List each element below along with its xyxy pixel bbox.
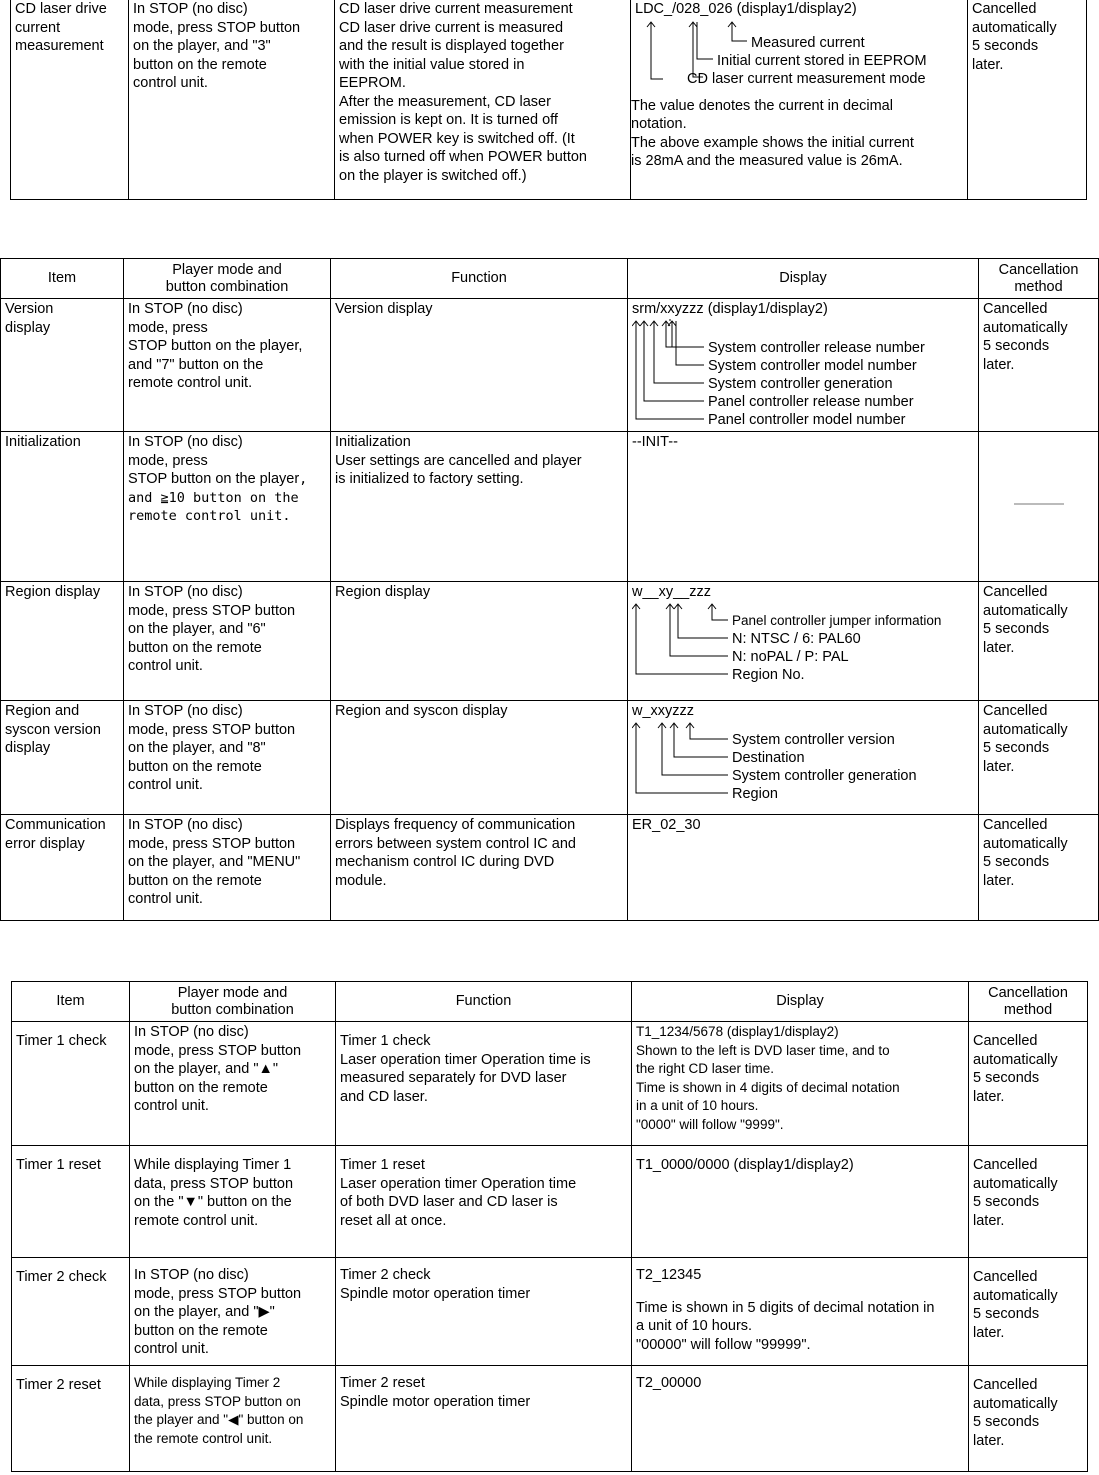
function-cell: Version display	[331, 299, 628, 432]
item-cell: Timer 2 reset	[12, 1366, 130, 1472]
function-cell: Region display	[331, 582, 628, 701]
cancel-cell: Cancelled automatically 5 seconds later.	[969, 1258, 1088, 1366]
cancel-cell: Cancelled automatically 5 seconds later.	[979, 701, 1099, 815]
function-cell: Timer 2 check Spindle motor operation timer	[336, 1258, 632, 1366]
version-label-0: System controller release number	[708, 339, 925, 356]
item-cell: CD laser drive current measurement	[11, 0, 129, 200]
item-cell: Timer 1 reset	[12, 1146, 130, 1258]
display-cell	[628, 701, 979, 815]
mode-cell	[130, 1258, 336, 1366]
function-cell: Region and syscon display	[331, 701, 628, 815]
mode-text: In STOP (no disc) mode, press STOP button on the player, and "	[134, 1267, 302, 1320]
region-label-1: N: NTSC / 6: PAL60	[732, 630, 861, 647]
display-cell: T1_0000/0000 (display1/display2)	[632, 1146, 969, 1258]
cd-laser-table	[10, 0, 1087, 200]
item-cell: Region display	[1, 582, 124, 701]
dash-line	[1014, 503, 1064, 505]
syscon-tree-diagram	[632, 721, 977, 813]
display-cell	[628, 582, 979, 701]
cancel-cell: Cancelled automatically 5 seconds later.	[969, 1146, 1088, 1258]
cancel-cell	[979, 432, 1099, 582]
display-cell: --INIT--	[628, 432, 979, 582]
header-cancel: Cancellation method	[969, 982, 1088, 1022]
item-cell: Initialization	[1, 432, 124, 582]
display-code: srm/xxyzzz (display1/display2)	[632, 301, 828, 317]
table-row	[12, 1022, 1088, 1146]
header-cancel: Cancellation method	[979, 259, 1099, 299]
region-label-2: N: noPAL / P: PAL	[732, 648, 849, 665]
version-label-4: Panel controller model number	[708, 411, 906, 428]
cancel-cell: Cancelled automatically 5 seconds later.	[979, 582, 1099, 701]
item-cell: Timer 2 check	[12, 1258, 130, 1366]
function-cell: Displays frequency of communication errors between system control IC and mechanism control IC during DVD module.	[331, 815, 628, 921]
header-function: Function	[331, 259, 628, 299]
header-mode: Player mode and button combination	[124, 259, 331, 299]
region-tree-diagram	[632, 602, 977, 698]
header-item: Item	[12, 982, 130, 1022]
mode-text: While displaying Timer 1 data, press STOP button on the "	[134, 1157, 294, 1210]
mode-text: " button on the remote control unit.	[134, 1194, 292, 1229]
table-row	[1, 815, 1099, 921]
mode-text: " button on the remote control unit.	[134, 1304, 275, 1357]
table-row	[1, 701, 1099, 815]
syscon-label-0: System controller version	[732, 731, 895, 748]
function-cell: Timer 2 reset Spindle motor operation timer	[336, 1366, 632, 1472]
spacer	[636, 1285, 964, 1299]
mode-cell	[130, 1366, 336, 1472]
table-row	[1, 432, 1099, 582]
diagnostics-table	[0, 258, 1099, 921]
ldc-label-measured: Measured current	[751, 34, 865, 51]
cancel-cell: Cancelled automatically 5 seconds later.	[968, 0, 1087, 200]
left-triangle-icon: ◀	[228, 1412, 239, 1427]
region-label-3: Region No.	[732, 666, 805, 683]
header-display: Display	[628, 259, 979, 299]
mode-text: While displaying Timer 2 data, press STOP button on the player and "	[134, 1375, 301, 1427]
mode-text: In STOP (no disc) mode, press STOP button on the player, and "	[134, 1024, 302, 1077]
mode-cell: In STOP (no disc) mode, press STOP button on the player, and "3" button on the remote control unit.	[129, 0, 335, 200]
syscon-label-2: System controller generation	[732, 767, 917, 784]
ldc-label-mode: CD laser current measurement mode	[687, 70, 926, 87]
display-code: w__xy__zzz	[632, 584, 711, 600]
table-row	[12, 1366, 1088, 1472]
cancel-cell: Cancelled automatically 5 seconds later.	[969, 1022, 1088, 1146]
display-cell	[628, 299, 979, 432]
table-row	[11, 0, 1087, 200]
table-row	[1, 299, 1099, 432]
function-cell: Timer 1 check Laser operation timer Operation time is measured separately for DVD laser and CD laser.	[336, 1022, 632, 1146]
mode-cell	[130, 1146, 336, 1258]
display-tree	[635, 19, 963, 91]
mode-text: " button on the remote control unit.	[134, 1412, 304, 1446]
header-function: Function	[336, 982, 632, 1022]
cancel-cell: Cancelled automatically 5 seconds later.	[979, 815, 1099, 921]
item-cell: Version display	[1, 299, 124, 432]
display-cell: T1_1234/5678 (display1/display2) Shown to the left is DVD laser time, and to the right CD laser time. Time is shown in 4 digits of decimal notation in a unit of 10 hours. "0000" will follow "9999".	[632, 1022, 969, 1146]
header-mode: Player mode and button combination	[130, 982, 336, 1022]
function-cell: Timer 1 reset Laser operation timer Operation time of both DVD laser and CD laser is reset all at once.	[336, 1146, 632, 1258]
syscon-label-3: Region	[732, 785, 778, 802]
display-note: Time is shown in 5 digits of decimal notation in a unit of 10 hours. "00000" will follow "99999".	[636, 1299, 935, 1353]
table-header-row	[1, 259, 1099, 299]
mode-cell: In STOP (no disc) mode, press STOP button on the player, and "8" button on the remote control unit.	[124, 701, 331, 815]
display-code: T2_12345	[636, 1267, 702, 1283]
table-row	[12, 1258, 1088, 1366]
function-cell: CD laser drive current measurement CD laser drive current is measured and the result is displayed together with the initial value stored in EEPROM. After the measurement, CD laser emission is kept on. It is turned off when POWER key is switched off. (It is also turned off when POWER button on the player is switched off.)	[335, 0, 631, 200]
header-display: Display	[632, 982, 969, 1022]
region-label-0: Panel controller jumper information	[732, 612, 942, 628]
mode-cell	[124, 432, 331, 582]
ldc-tree-diagram	[635, 19, 965, 91]
table-header-row	[12, 982, 1088, 1022]
syscon-label-1: Destination	[732, 749, 805, 766]
mode-text: In STOP (no disc) mode, press STOP button on the player	[128, 434, 300, 487]
display-code: w_xxyzzz	[632, 703, 695, 719]
function-cell: Initialization User settings are cancelled and player is initialized to factory setting.	[331, 432, 628, 582]
mode-cell	[130, 1022, 336, 1146]
version-label-3: Panel controller release number	[708, 393, 914, 410]
cancel-cell: Cancelled automatically 5 seconds later.	[979, 299, 1099, 432]
mode-cell: In STOP (no disc) mode, press STOP button on the player, and "MENU" button on the remote control unit.	[124, 815, 331, 921]
version-label-2: System controller generation	[708, 375, 893, 392]
cancel-cell: Cancelled automatically 5 seconds later.	[969, 1366, 1088, 1472]
display-cell: T2_00000	[632, 1366, 969, 1472]
display-cell	[632, 1258, 969, 1366]
item-cell: Communication error display	[1, 815, 124, 921]
version-tree-diagram	[632, 319, 977, 429]
header-item: Item	[1, 259, 124, 299]
version-label-1: System controller model number	[708, 357, 917, 374]
down-triangle-icon: ▼	[183, 1194, 198, 1210]
display-cell	[631, 0, 968, 200]
display-cell: ER_02_30	[628, 815, 979, 921]
table-row	[1, 582, 1099, 701]
display-code: LDC_/028_026 (display1/display2)	[635, 1, 857, 17]
timer-table	[11, 981, 1088, 1472]
table-row	[12, 1146, 1088, 1258]
ldc-label-initial: Initial current stored in EEPROM	[717, 52, 927, 69]
item-cell: Timer 1 check	[12, 1022, 130, 1146]
up-triangle-icon: ▲	[258, 1061, 273, 1077]
mode-text-mono: , and ≧10 button on the remote control unit.	[128, 471, 308, 524]
mode-text: " button on the remote control unit.	[134, 1061, 278, 1114]
mode-cell: In STOP (no disc) mode, press STOP button on the player, and "7" button on the remote control unit.	[124, 299, 331, 432]
display-note: The value denotes the current in decimal notation. The above example shows the initial current is 28mA and the measured value is 26mA.	[631, 97, 914, 169]
mode-cell: In STOP (no disc) mode, press STOP button on the player, and "6" button on the remote control unit.	[124, 582, 331, 701]
item-cell: Region and syscon version display	[1, 701, 124, 815]
right-triangle-icon: ▶	[258, 1304, 270, 1320]
